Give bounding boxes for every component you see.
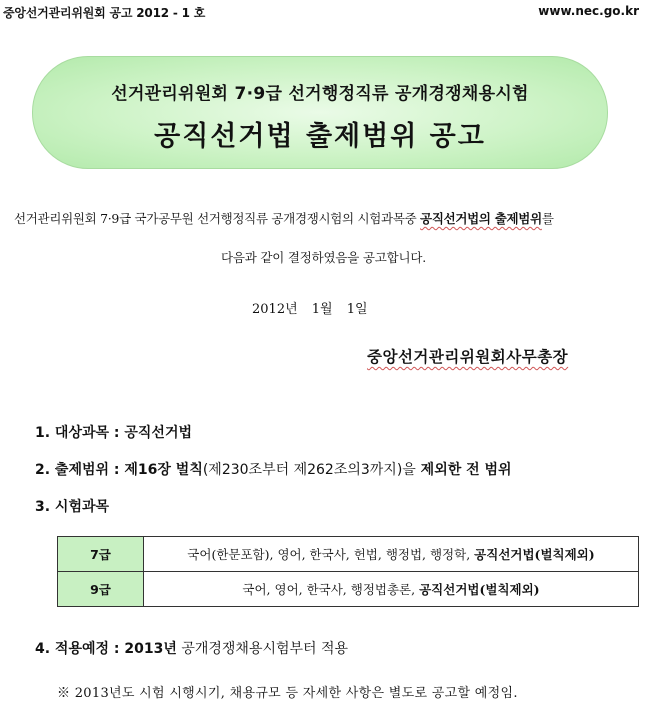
grade-cell: 7급 [58, 537, 144, 572]
banner-subtitle: 선거관리위원회 7·9급 선거행정직류 공개경쟁채용시험 [111, 84, 529, 104]
footnote: ※ 2013년도 시험 시행시기, 채용규모 등 자세한 사항은 별도로 공고할 예정임. [57, 686, 518, 701]
website-url: www.nec.go.kr [538, 4, 639, 18]
signer: 중앙선거관리위원회사무총장 [367, 347, 569, 366]
subjects-cell [144, 537, 639, 572]
subjects-bold: 공직선거법(벌칙제외) [419, 582, 540, 597]
table-row [58, 537, 639, 572]
banner-title: 공직선거법 출제범위 공고 [154, 121, 486, 152]
subjects-cell [144, 572, 639, 607]
intro-bold-text: 공직선거법의 출제범위 [420, 211, 542, 226]
item-exam-scope-bold-a: 제16장 벌칙 [124, 462, 203, 478]
subjects-text: 국어(한문포함), 영어, 한국사, 헌법, 행정법, 행정학, [187, 547, 475, 562]
item-application-text: 공개경쟁채용시험부터 적용 [176, 641, 349, 657]
item-exam-scope-label: 2. 출제범위 : [35, 462, 125, 478]
subjects-table [57, 536, 639, 607]
intro-line-1 [14, 209, 554, 227]
item-application-label: 4. 적용예정 : 2013년 [35, 641, 177, 657]
table-row [58, 572, 639, 607]
intro-line-2: 다음과 같이 결정하였음을 공고합니다. [220, 250, 427, 265]
grade-cell: 9급 [58, 572, 144, 607]
item-exam-scope-bold-b: 제외한 전 범위 [415, 462, 512, 478]
intro-suffix: 를 [541, 211, 554, 226]
title-banner [32, 56, 608, 169]
subjects-text: 국어, 영어, 한국사, 행정법총론, [242, 582, 420, 597]
notice-date: 2012년 1월 1일 [252, 302, 368, 317]
subjects-bold: 공직선거법(벌칙제외) [474, 547, 595, 562]
item-application [35, 638, 348, 658]
notice-number: 중앙선거관리위원회 공고 2012 - 1 호 [3, 6, 206, 20]
intro-text: 선거관리위원회 7·9급 국가공무원 선거행정직류 공개경쟁시험의 시험과목중 [14, 211, 421, 226]
item-exam-scope-normal: (제230조부터 제262조의3까지)을 [202, 462, 416, 478]
item-exam-scope [35, 459, 512, 479]
item-exam-subjects: 3. 시험과목 [35, 499, 110, 515]
item-target-subject: 1. 대상과목 : 공직선거법 [35, 425, 192, 441]
